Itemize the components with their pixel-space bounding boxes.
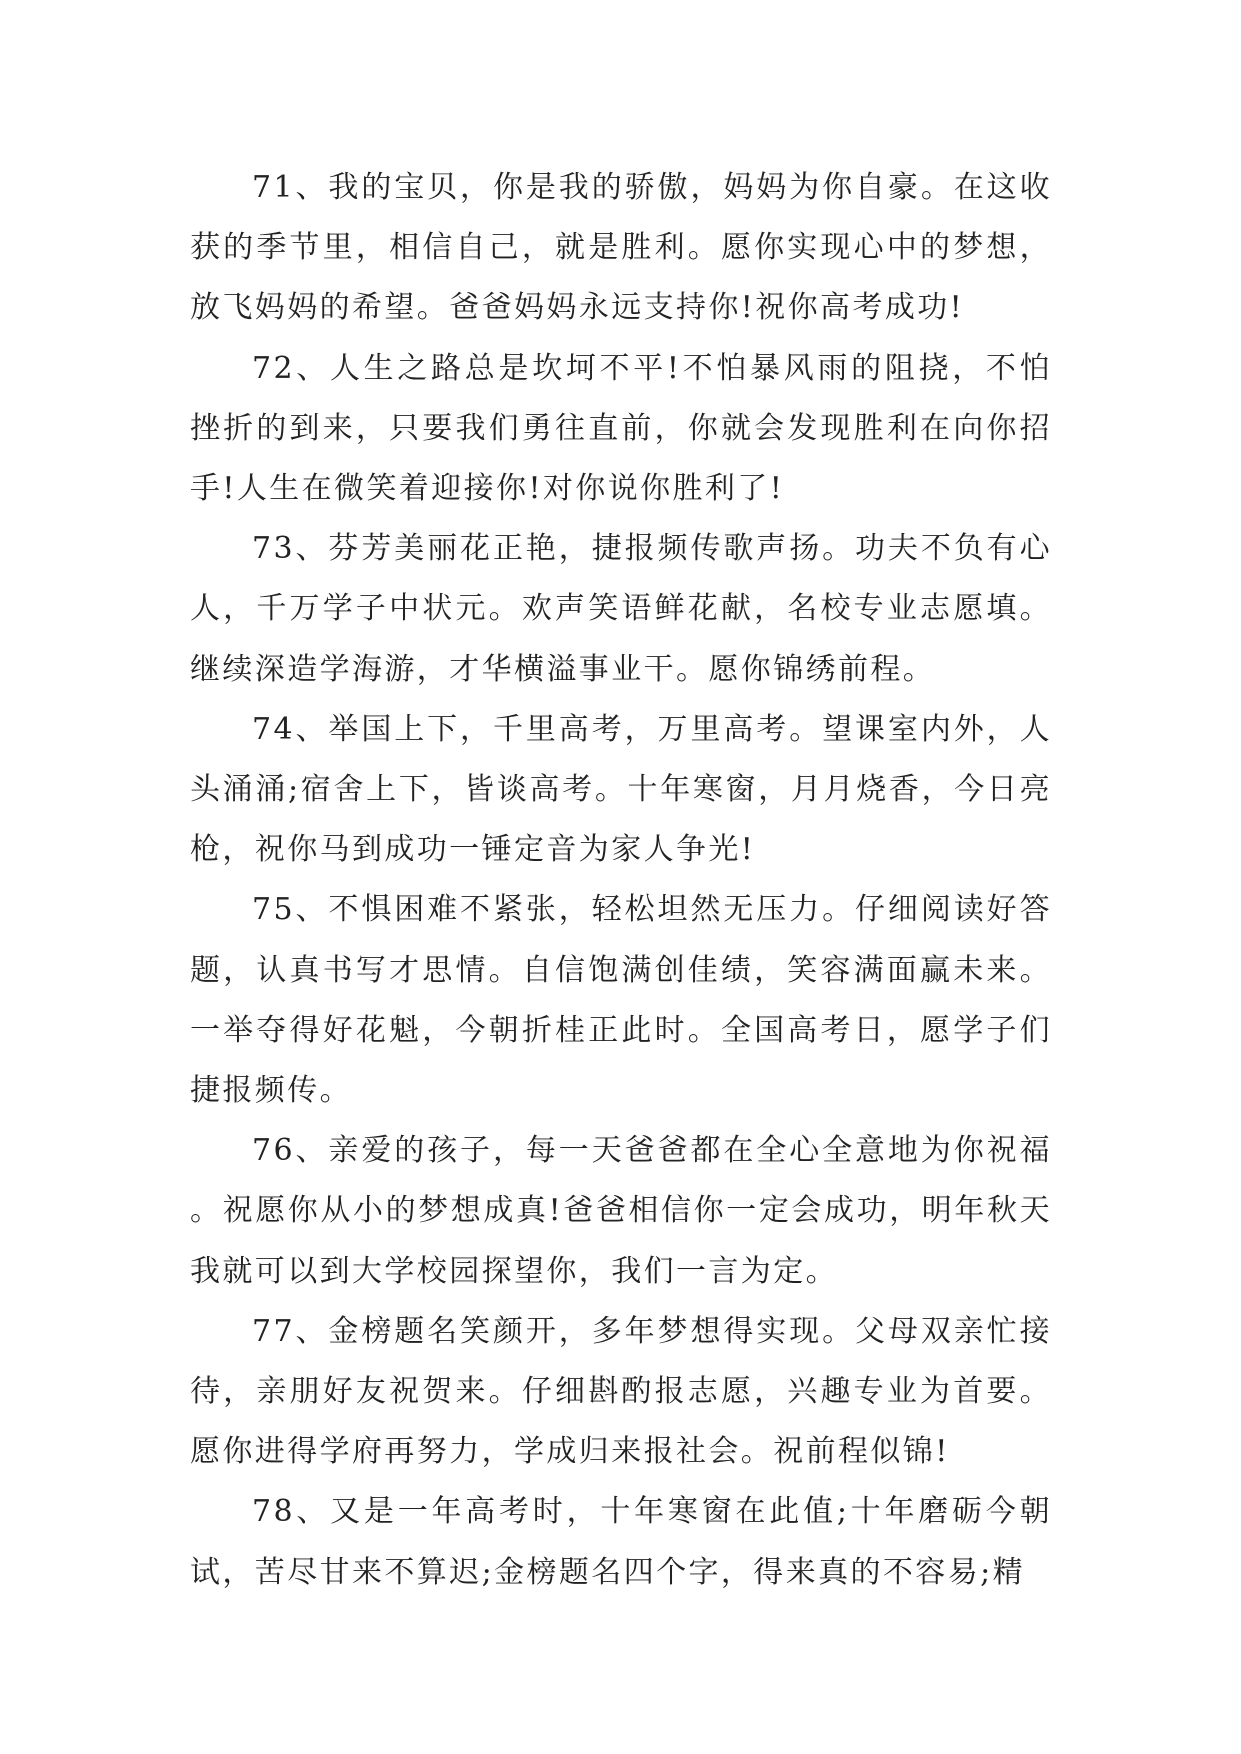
paragraph-76: 76、亲爱的孩子，每一天爸爸都在全心全意地为你祝福。祝愿你从小的梦想成真!爸爸相信你一定会成功，明年秋天我就可以到大学校园探望你，我们一言为定。 <box>190 1133 1052 1289</box>
paragraph-71: 71、我的宝贝，你是我的骄傲，妈妈为你自豪。在这收获的季节里，相信自己，就是胜利。愿你实现心中的梦想，放飞妈妈的希望。爸爸妈妈永远支持你!祝你高考成功! <box>190 170 1052 326</box>
paragraph-73: 73、芬芳美丽花正艳，捷报频传歌声扬。功夫不负有心人，千万学子中状元。欢声笑语鲜花献，名校专业志愿填。继续深造学海游，才华横溢事业干。愿你锦绣前程。 <box>190 531 1052 687</box>
paragraph-74: 74、举国上下，千里高考，万里高考。望课室内外，人头涌涌;宿舍上下，皆谈高考。十年寒窗，月月烧香，今日亮枪，祝你马到成功一锤定音为家人争光! <box>190 711 1052 868</box>
paragraph-72: 72、人生之路总是坎坷不平!不怕暴风雨的阻挠，不怕挫折的到来，只要我们勇往直前，你就会发现胜利在向你招手!人生在微笑着迎接你!对你说你胜利了! <box>190 350 1052 507</box>
paragraph-77: 77、金榜题名笑颜开，多年梦想得实现。父母双亲忙接待，亲朋好友祝贺来。仔细斟酌报志愿，兴趣专业为首要。愿你进得学府再努力，学成归来报社会。祝前程似锦! <box>190 1313 1052 1470</box>
paragraph-78: 78、又是一年高考时，十年寒窗在此值;十年磨砺今朝试，苦尽甘来不算迟;金榜题名四个字，得来真的不容易;精 <box>190 1494 1052 1590</box>
paragraph-75: 75、不惧困难不紧张，轻松坦然无压力。仔细阅读好答题，认真书写才思情。自信饱满创佳绩，笑容满面赢未来。一举夺得好花魁，今朝折桂正此时。全国高考日，愿学子们捷报频传。 <box>190 892 1052 1109</box>
document-body <box>190 158 1052 1603</box>
